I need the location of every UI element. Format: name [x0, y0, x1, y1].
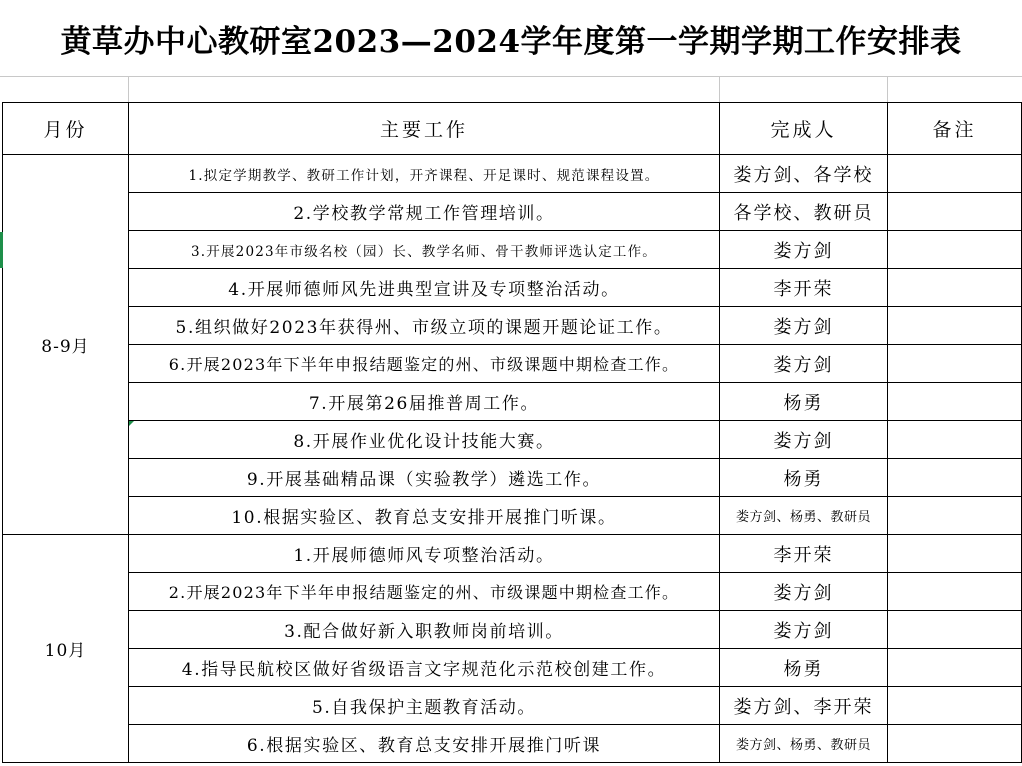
table-row: [3, 573, 1022, 611]
note-cell[interactable]: [888, 725, 1022, 763]
person-cell[interactable]: 杨勇: [720, 459, 888, 497]
table-row: [3, 649, 1022, 687]
note-cell[interactable]: [888, 421, 1022, 459]
table-row: [3, 155, 1022, 193]
task-cell[interactable]: 8.开展作业优化设计技能大赛。: [129, 421, 720, 459]
table-row: [3, 497, 1022, 535]
note-cell[interactable]: [888, 193, 1022, 231]
note-cell[interactable]: [888, 231, 1022, 269]
header-note[interactable]: 备注: [888, 103, 1022, 155]
table-row: [3, 459, 1022, 497]
task-cell[interactable]: 6.开展2023年下半年申报结题鉴定的州、市级课题中期检查工作。: [129, 345, 720, 383]
note-cell[interactable]: [888, 307, 1022, 345]
note-cell[interactable]: [888, 459, 1022, 497]
task-cell[interactable]: 2.开展2023年下半年申报结题鉴定的州、市级课题中期检查工作。: [129, 573, 720, 611]
note-cell[interactable]: [888, 345, 1022, 383]
table-row: [3, 383, 1022, 421]
header-row: [3, 103, 1022, 155]
selection-indicator: [0, 232, 3, 268]
schedule-table: [2, 102, 1022, 763]
task-cell[interactable]: 4.指导民航校区做好省级语言文字规范化示范校创建工作。: [129, 649, 720, 687]
person-cell[interactable]: 娄方剑: [720, 421, 888, 459]
person-cell[interactable]: 娄方剑: [720, 307, 888, 345]
table-row: [3, 725, 1022, 763]
table-row: [3, 345, 1022, 383]
task-cell[interactable]: 10.根据实验区、教育总支安排开展推门听课。: [129, 497, 720, 535]
note-cell[interactable]: [888, 535, 1022, 573]
header-person[interactable]: 完成人: [720, 103, 888, 155]
task-cell[interactable]: 3.开展2023年市级名校（园）长、教学名师、骨干教师评选认定工作。: [129, 231, 720, 269]
note-cell[interactable]: [888, 611, 1022, 649]
note-cell[interactable]: [888, 155, 1022, 193]
task-cell[interactable]: 1.拟定学期教学、教研工作计划，开齐课程、开足课时、规范课程设置。: [129, 155, 720, 193]
task-cell[interactable]: 5.组织做好2023年获得州、市级立项的课题开题论证工作。: [129, 307, 720, 345]
grid-line: [887, 76, 888, 102]
note-cell[interactable]: [888, 497, 1022, 535]
note-cell[interactable]: [888, 573, 1022, 611]
month-cell[interactable]: 8-9月: [3, 155, 129, 535]
task-cell[interactable]: 4.开展师德师风先进典型宣讲及专项整治活动。: [129, 269, 720, 307]
table-row: [3, 611, 1022, 649]
note-cell[interactable]: [888, 269, 1022, 307]
person-cell[interactable]: 李开荣: [720, 269, 888, 307]
cell-comment-marker: [129, 421, 134, 426]
task-cell[interactable]: 1.开展师德师风专项整治活动。: [129, 535, 720, 573]
grid-line: [0, 76, 1022, 77]
person-cell[interactable]: 娄方剑、杨勇、教研员: [720, 497, 888, 535]
note-cell[interactable]: [888, 649, 1022, 687]
note-cell[interactable]: [888, 383, 1022, 421]
person-cell[interactable]: 娄方剑: [720, 345, 888, 383]
person-cell[interactable]: 杨勇: [720, 383, 888, 421]
person-cell[interactable]: 各学校、教研员: [720, 193, 888, 231]
person-cell[interactable]: 娄方剑: [720, 573, 888, 611]
table-row: [3, 535, 1022, 573]
table-row: [3, 193, 1022, 231]
header-month[interactable]: 月份: [3, 103, 129, 155]
note-cell[interactable]: [888, 687, 1022, 725]
person-cell[interactable]: 娄方剑: [720, 231, 888, 269]
table-row: [3, 421, 1022, 459]
task-cell[interactable]: 9.开展基础精品课（实验教学）遴选工作。: [129, 459, 720, 497]
header-main-work[interactable]: 主要工作: [129, 103, 720, 155]
month-cell[interactable]: 10月: [3, 535, 129, 763]
grid-line: [719, 76, 720, 102]
task-cell[interactable]: 5.自我保护主题教育活动。: [129, 687, 720, 725]
person-cell[interactable]: 娄方剑、杨勇、教研员: [720, 725, 888, 763]
task-cell[interactable]: 3.配合做好新入职教师岗前培训。: [129, 611, 720, 649]
table-row: [3, 269, 1022, 307]
person-cell[interactable]: 娄方剑、各学校: [720, 155, 888, 193]
task-cell[interactable]: 6.根据实验区、教育总支安排开展推门听课: [129, 725, 720, 763]
person-cell[interactable]: 李开荣: [720, 535, 888, 573]
table-row: [3, 307, 1022, 345]
person-cell[interactable]: 娄方剑、李开荣: [720, 687, 888, 725]
person-cell[interactable]: 娄方剑: [720, 611, 888, 649]
task-cell[interactable]: 7.开展第26届推普周工作。: [129, 383, 720, 421]
table-row: [3, 687, 1022, 725]
grid-line: [128, 76, 129, 102]
person-cell[interactable]: 杨勇: [720, 649, 888, 687]
table-row: [3, 231, 1022, 269]
task-cell[interactable]: 2.学校教学常规工作管理培训。: [129, 193, 720, 231]
page-title: 黄草办中心教研室2023—2024学年度第一学期学期工作安排表: [60, 23, 962, 60]
